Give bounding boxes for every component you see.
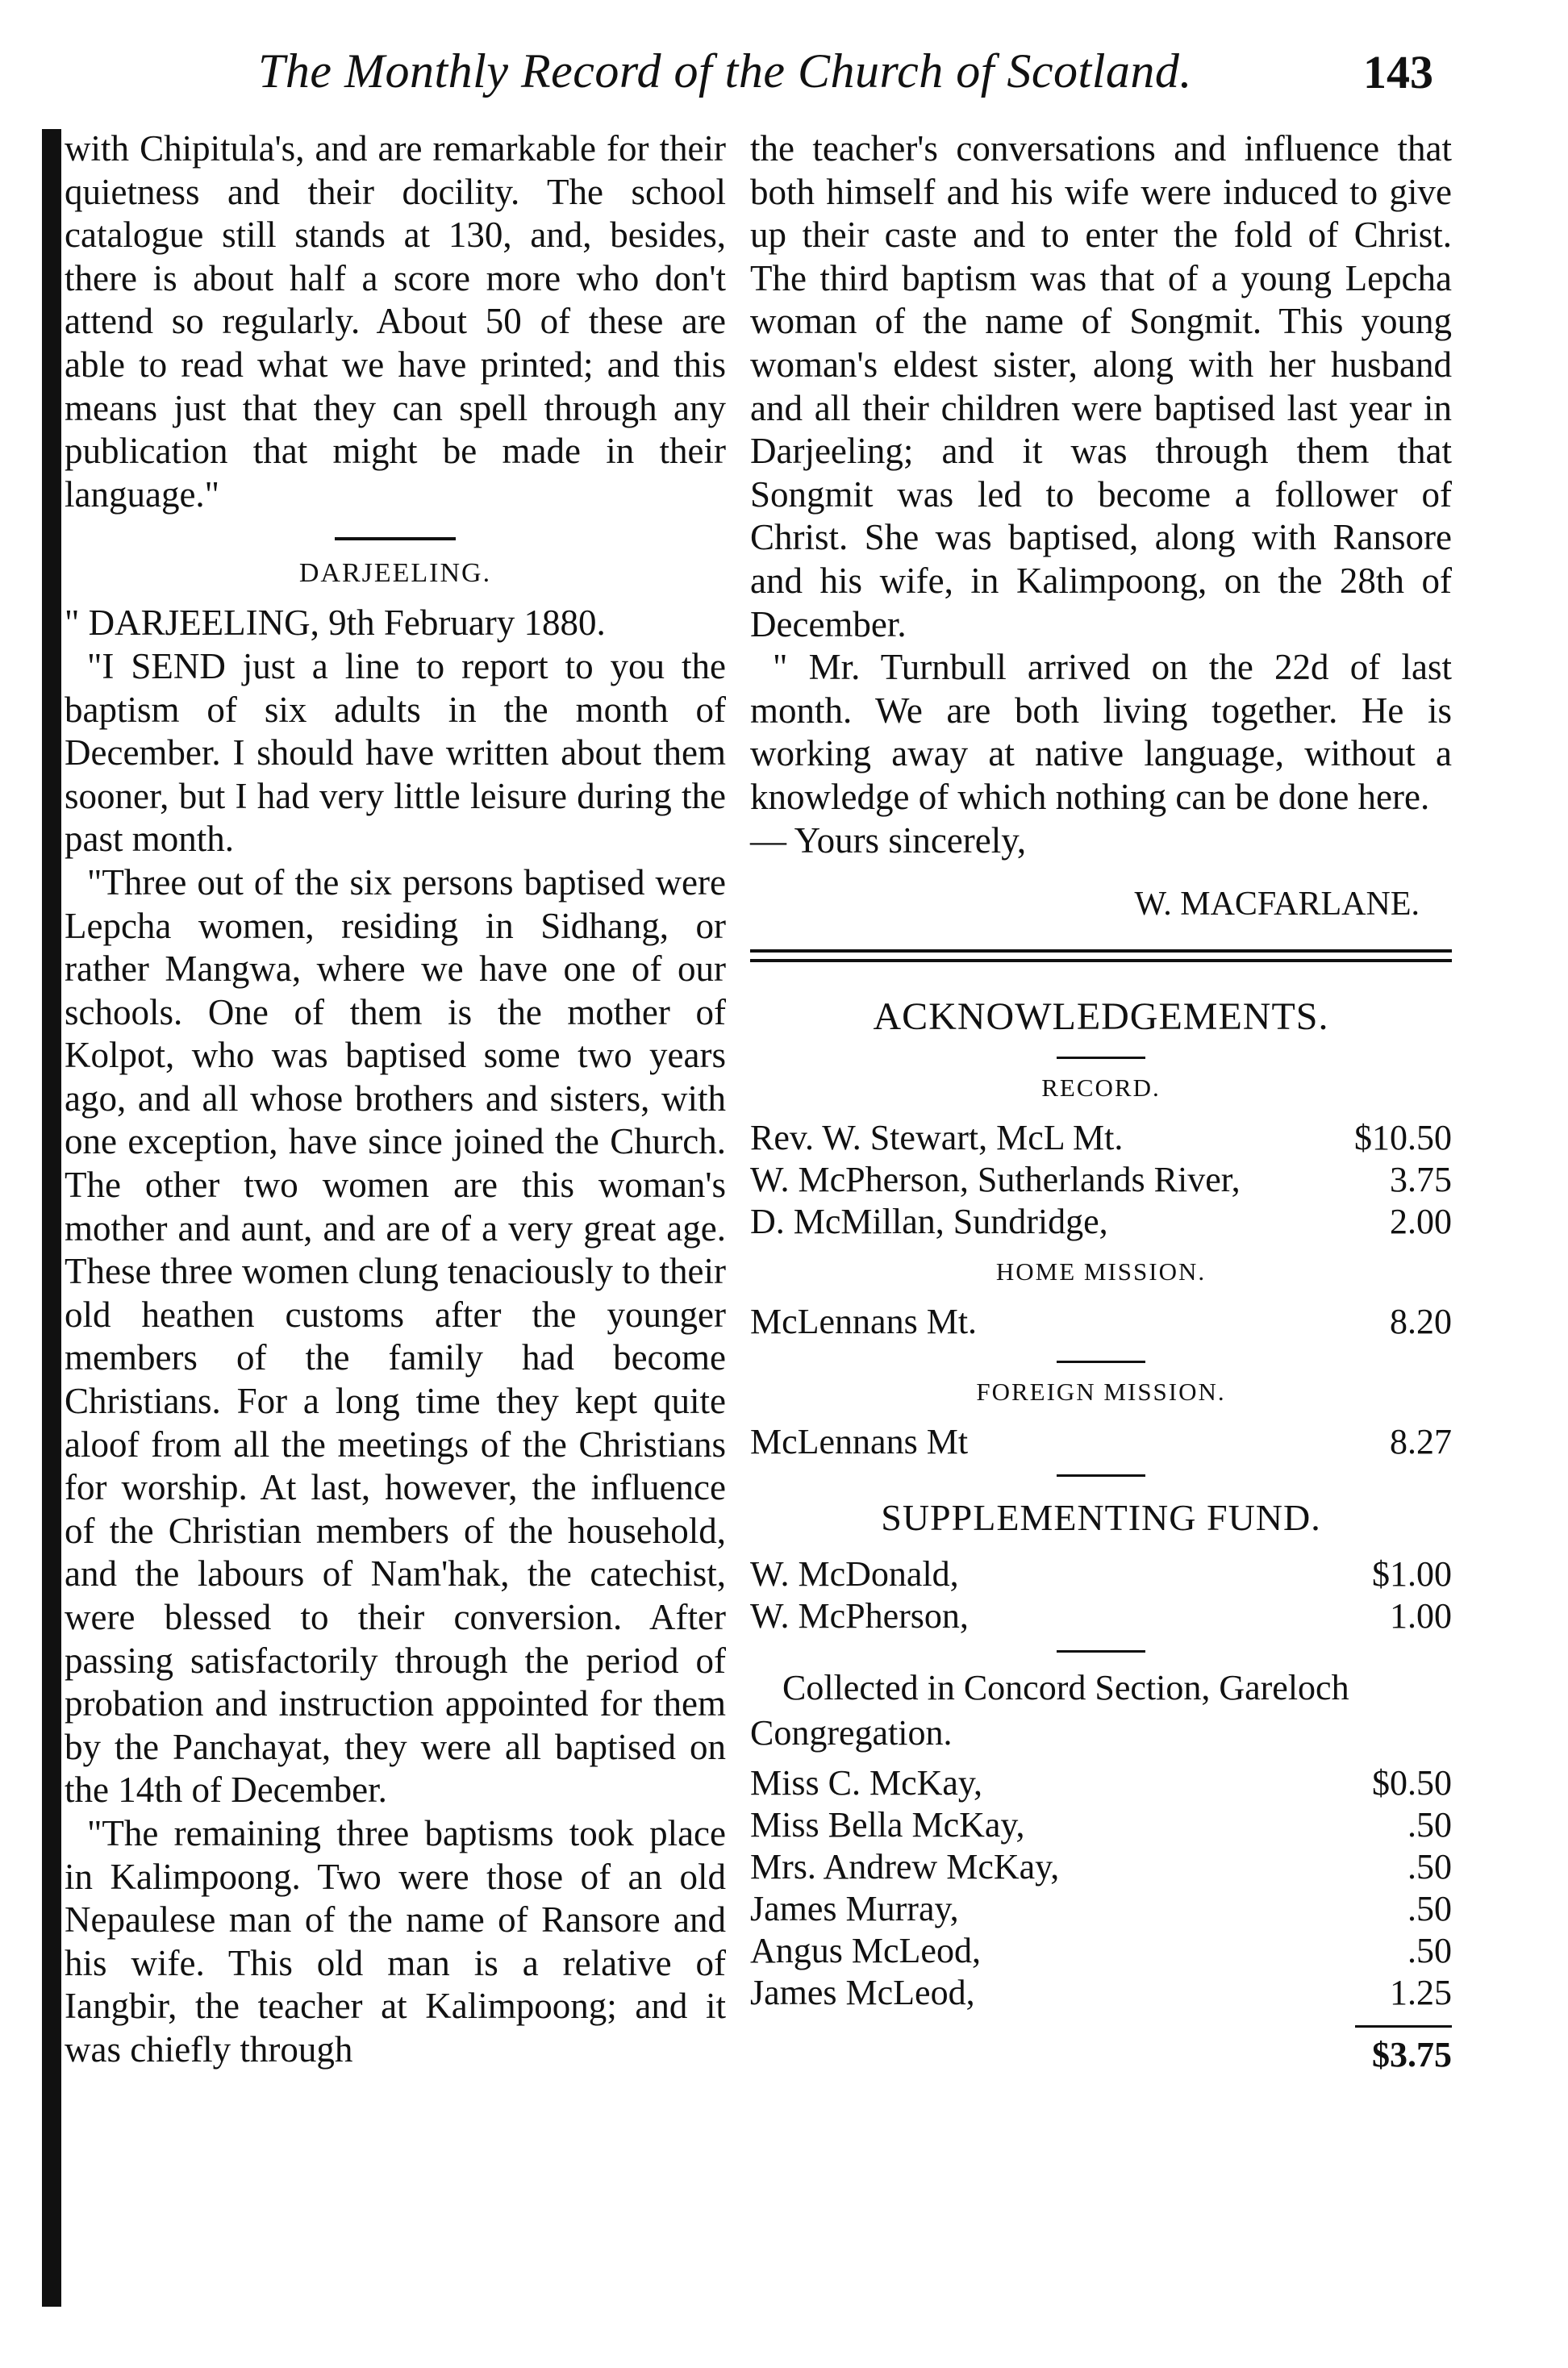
right-column — [750, 127, 1452, 2075]
signature: W. MACFARLANE. — [1134, 886, 1420, 923]
entry-amount: .50 — [1407, 1847, 1452, 1887]
record-entries — [750, 1117, 1452, 1243]
entry-row — [750, 1117, 1452, 1159]
entry-name: James McLeod, — [750, 1973, 975, 2013]
entry-row — [750, 1888, 1452, 1930]
divider — [1057, 1361, 1145, 1363]
entry-row — [750, 1159, 1452, 1201]
entry-name: Miss Bella McKay, — [750, 1805, 1025, 1845]
entry-amount: 8.27 — [1390, 1422, 1452, 1462]
entry-name: McLennans Mt. — [750, 1302, 978, 1342]
section-divider — [335, 537, 456, 540]
divider — [1057, 1474, 1145, 1477]
total-rule — [1355, 2025, 1452, 2028]
entry-row — [750, 1972, 1452, 2014]
entry-amount: 1.25 — [1390, 1973, 1452, 2013]
foreign-mission-heading: FOREIGN MISSION. — [976, 1378, 1226, 1407]
dateline: " DARJEELING, 9th February 1880. — [65, 602, 606, 644]
entry-name: McLennans Mt — [750, 1422, 969, 1462]
divider — [1057, 1650, 1145, 1653]
entry-amount: 8.20 — [1390, 1302, 1452, 1342]
entry-amount: $1.00 — [1372, 1554, 1452, 1595]
entry-name: W. McPherson, Sutherlands River, — [750, 1160, 1241, 1200]
acknowledgements-title: ACKNOWLEDGEMENTS. — [873, 995, 1329, 1039]
letter-paragraph-turnbull: " Mr. Turnbull arrived on the 22d of last month. We are both living together. He is working away at native language, without a knowledge of which nothing can be done here. — [750, 647, 1452, 817]
collected-caption: Collected in Concord Section, Gareloch Congregation. — [750, 1668, 1349, 1753]
entry-row — [750, 1421, 1452, 1463]
left-column — [65, 127, 726, 2072]
section-heading-darjeeling: DARJEELING. — [298, 558, 492, 589]
entry-row — [750, 1553, 1452, 1595]
entry-name: W. McPherson, — [750, 1596, 969, 1636]
entry-name: Angus McLeod, — [750, 1931, 981, 1971]
double-rule-divider — [750, 949, 1452, 962]
entry-row — [750, 1301, 1452, 1343]
entry-amount: $0.50 — [1372, 1763, 1452, 1803]
entry-amount: $10.50 — [1354, 1118, 1452, 1158]
letter-paragraph-1: "I SEND just a line to report to you the baptism of six adults in the month of December. I should have written about them sooner, but I had very little leisure during the past month. — [65, 645, 726, 860]
running-title: The Monthly Record of the Church of Scotland. — [258, 44, 1192, 98]
entry-name: Rev. W. Stewart, McL Mt. — [750, 1118, 1124, 1158]
entry-row — [750, 1804, 1452, 1846]
letter-paragraph-2: "Three out of the six persons baptised were Lepcha women, residing in Sidhang, or rather Mangwa, where we have one of our schools. One of them is the mother of Kolpot, who was baptised some two years ago, and all whose brothers and sisters, with one exception, have since joined the Church. The other two women are this woman's mother and aunt, and are of a very great age. These three women clung tenaciously to their old heathen customs after the younger members of the family had become Christians. For a long time they kept quite aloof from all the meetings of the Christians for worship. At last, however, the influence of the Christian members of the household, and the labours of Nam'hak, the catechist, were blessed to their conversion. After passing satisfactorily through the period of probation and instruction appointed for them by the Panchayat, they were all baptised on the 14th of December. — [65, 861, 726, 1811]
entry-amount: 1.00 — [1390, 1596, 1452, 1636]
entry-name: James Murray, — [750, 1889, 959, 1929]
letter-paragraph-3: "The remaining three baptisms took place in Kalimpoong. Two were those of an old Nepaulese man of the name of Ransore and his wife. This old man is a relative of Iangbir, the teacher at Kalimpoong; and it was chiefly through — [65, 1812, 726, 2070]
letter-paragraph-continued: the teacher's conversations and influence that both himself and his wife were induced to give up their caste and to enter the fold of Christ. The third baptism was that of a young Lepcha woman of the name of Songmit. This young woman's eldest sister, along with her husband and all their children were baptised last year in Darjeeling; and it was through them that Songmit was led to become a follower of Christ. She was baptised, along with Ransore and his wife, in Kalimpoong, on the 28th of December. — [750, 128, 1452, 644]
entry-row — [750, 1846, 1452, 1888]
entry-name: Mrs. Andrew McKay, — [750, 1847, 1060, 1887]
collected-total: $3.75 — [1372, 2035, 1452, 2075]
entry-row — [750, 1201, 1452, 1243]
opening-paragraph: with Chipitula's, and are remarkable for their quietness and their docility. The school catalogue still stands at 130, and, besides, there is about half a score more who don't attend so regularly. About 50 of these are able to read what we have printed; and this means just that they can spell through any publication that might be made in their language." — [65, 128, 726, 515]
home-mission-heading: HOME MISSION. — [995, 1257, 1207, 1286]
entry-amount: 3.75 — [1390, 1160, 1452, 1200]
binding-edge — [42, 129, 61, 2307]
entry-row — [750, 1595, 1452, 1637]
divider — [1057, 1057, 1145, 1059]
entry-row — [750, 1930, 1452, 1972]
entry-amount: 2.00 — [1390, 1202, 1452, 1242]
entry-name: W. McDonald, — [750, 1554, 959, 1595]
page-number: 143 — [1363, 46, 1433, 98]
entry-name: D. McMillan, Sundridge, — [750, 1202, 1108, 1242]
record-heading: RECORD. — [1041, 1074, 1161, 1103]
supplementing-fund-heading: SUPPLEMENTING FUND. — [881, 1497, 1321, 1539]
letter-closing: — Yours sincerely, — [750, 819, 1027, 861]
page-header — [0, 31, 1568, 111]
entry-row — [750, 1762, 1452, 1804]
entry-amount: .50 — [1407, 1805, 1452, 1845]
collected-entries — [750, 1762, 1452, 2014]
entry-name: Miss C. McKay, — [750, 1763, 983, 1803]
entry-amount: .50 — [1407, 1931, 1452, 1971]
entry-amount: .50 — [1407, 1889, 1452, 1929]
